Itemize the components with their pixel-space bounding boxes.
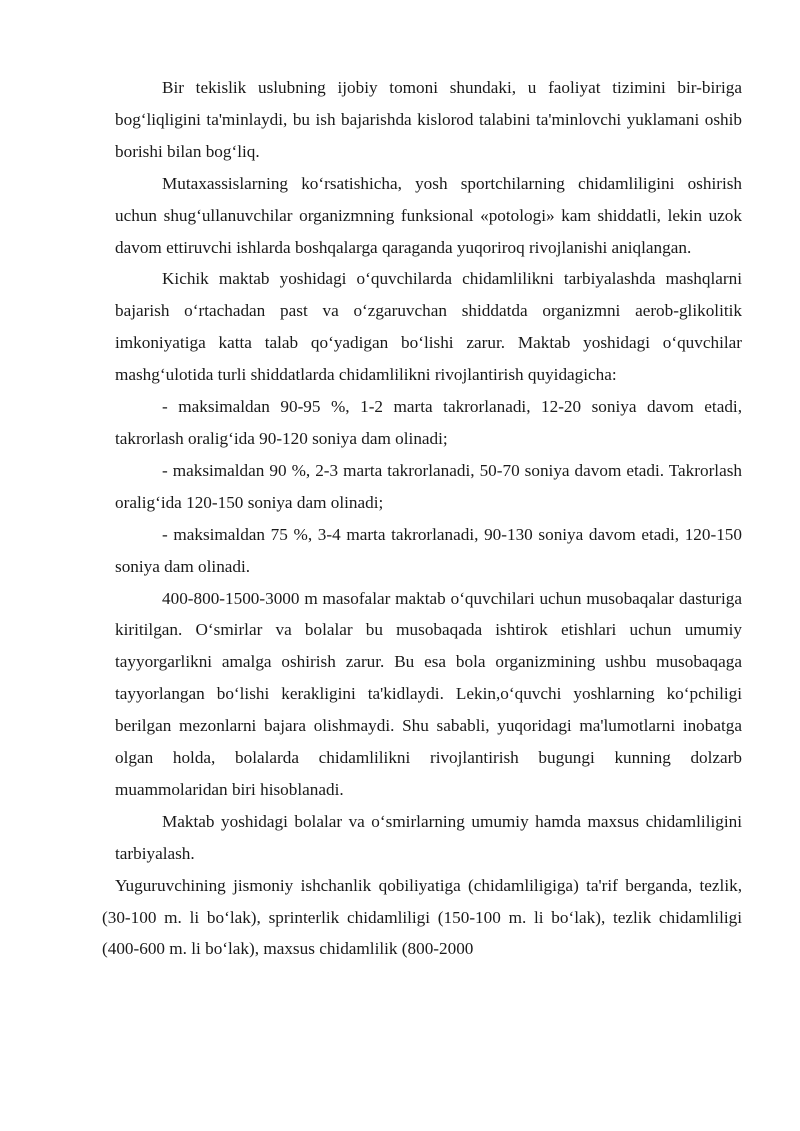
paragraph: Kichik maktab yoshidagi o‘quvchilarda chidamlilikni tarbiyalashda mashqlarni bajarish o‘rtachadan past va o‘zgaruvchan shiddatda organizmni aerob-glikolitik imkoniyatiga katta talab qo‘yadigan bo‘lishi zarur. Maktab yoshidagi o‘quvchilar mashg‘ulotida turli shiddatlarda chidamlilikni rivojlantirish quyidagicha: (115, 269, 742, 385)
list-item: - maksimaldan 90 %, 2-3 marta takrorlanadi, 50-70 soniya davom etadi. Takrorlash oralig‘ida 120-150 soniya dam olinadi; (115, 460, 742, 512)
paragraph: Yuguruvchining jismoniy ishchanlik qobiliyatiga (chidamliligiga) ta'rif berganda, tezlik, (30-100 m. li bo‘lak), sprinterlik chidamliligi (150-100 m. li bo‘lak), tezlik chidamliligi (400-600 m. li bo‘lak), maxsus chidamlilik (800-2000 (102, 875, 742, 959)
paragraph: Mutaxassislarning ko‘rsatishicha, yosh sportchilarning chidamliligini oshirish uchun shug‘ullanuvchilar organizmning funksional «potologi» kam shiddatli, lekin uzok davom ettiruvchi ishlarda boshqalarga qaraganda yuqoriroq rivojlanishi aniqlangan. (115, 173, 742, 257)
document-page (102, 72, 742, 965)
list-item: - maksimaldan 75 %, 3-4 marta takrorlanadi, 90-130 soniya davom etadi, 120-150 soniya dam olinadi. (115, 524, 742, 576)
section-heading: Maktab yoshidagi bolalar va o‘smirlarning umumiy hamda maxsus chidamliligini tarbiyalash. (115, 811, 742, 863)
list-item: - maksimaldan 90-95 %, 1-2 marta takrorlanadi, 12-20 soniya davom etadi, takrorlash oralig‘ida 90-120 soniya dam olinadi; (115, 397, 742, 448)
paragraph: Bir tekislik uslubning ijobiy tomoni shundaki, u faoliyat tizimini bir-biriga bog‘liqligini ta'minlaydi, bu ish bajarishda kislorod talabini ta'minlovchi yuklamani oshib borishi bilan bog‘liq. (115, 78, 742, 161)
paragraph: 400-800-1500-3000 m masofalar maktab o‘quvchilari uchun musobaqalar dasturiga kiritilgan. O‘smirlar va bolalar bu musobaqada ishtirok etishlari uchun umumiy tayyorgarlikni amalga oshirish zarur. Bu esa bola organizmining ushbu musobaqaga tayyorlangan bo‘lishi kerakligini ta'kidlaydi. Lekin,o‘quvchi yoshlarning ko‘pchiligi berilgan mezonlarni bajara olishmaydi. Shu sababli, yuqoridagi ma'lumotlarni inobatga olgan holda, bolalarda chidamlilikni rivojlantirish bugungi kunning dolzarb muammolaridan biri hisoblanadi. (115, 588, 742, 799)
